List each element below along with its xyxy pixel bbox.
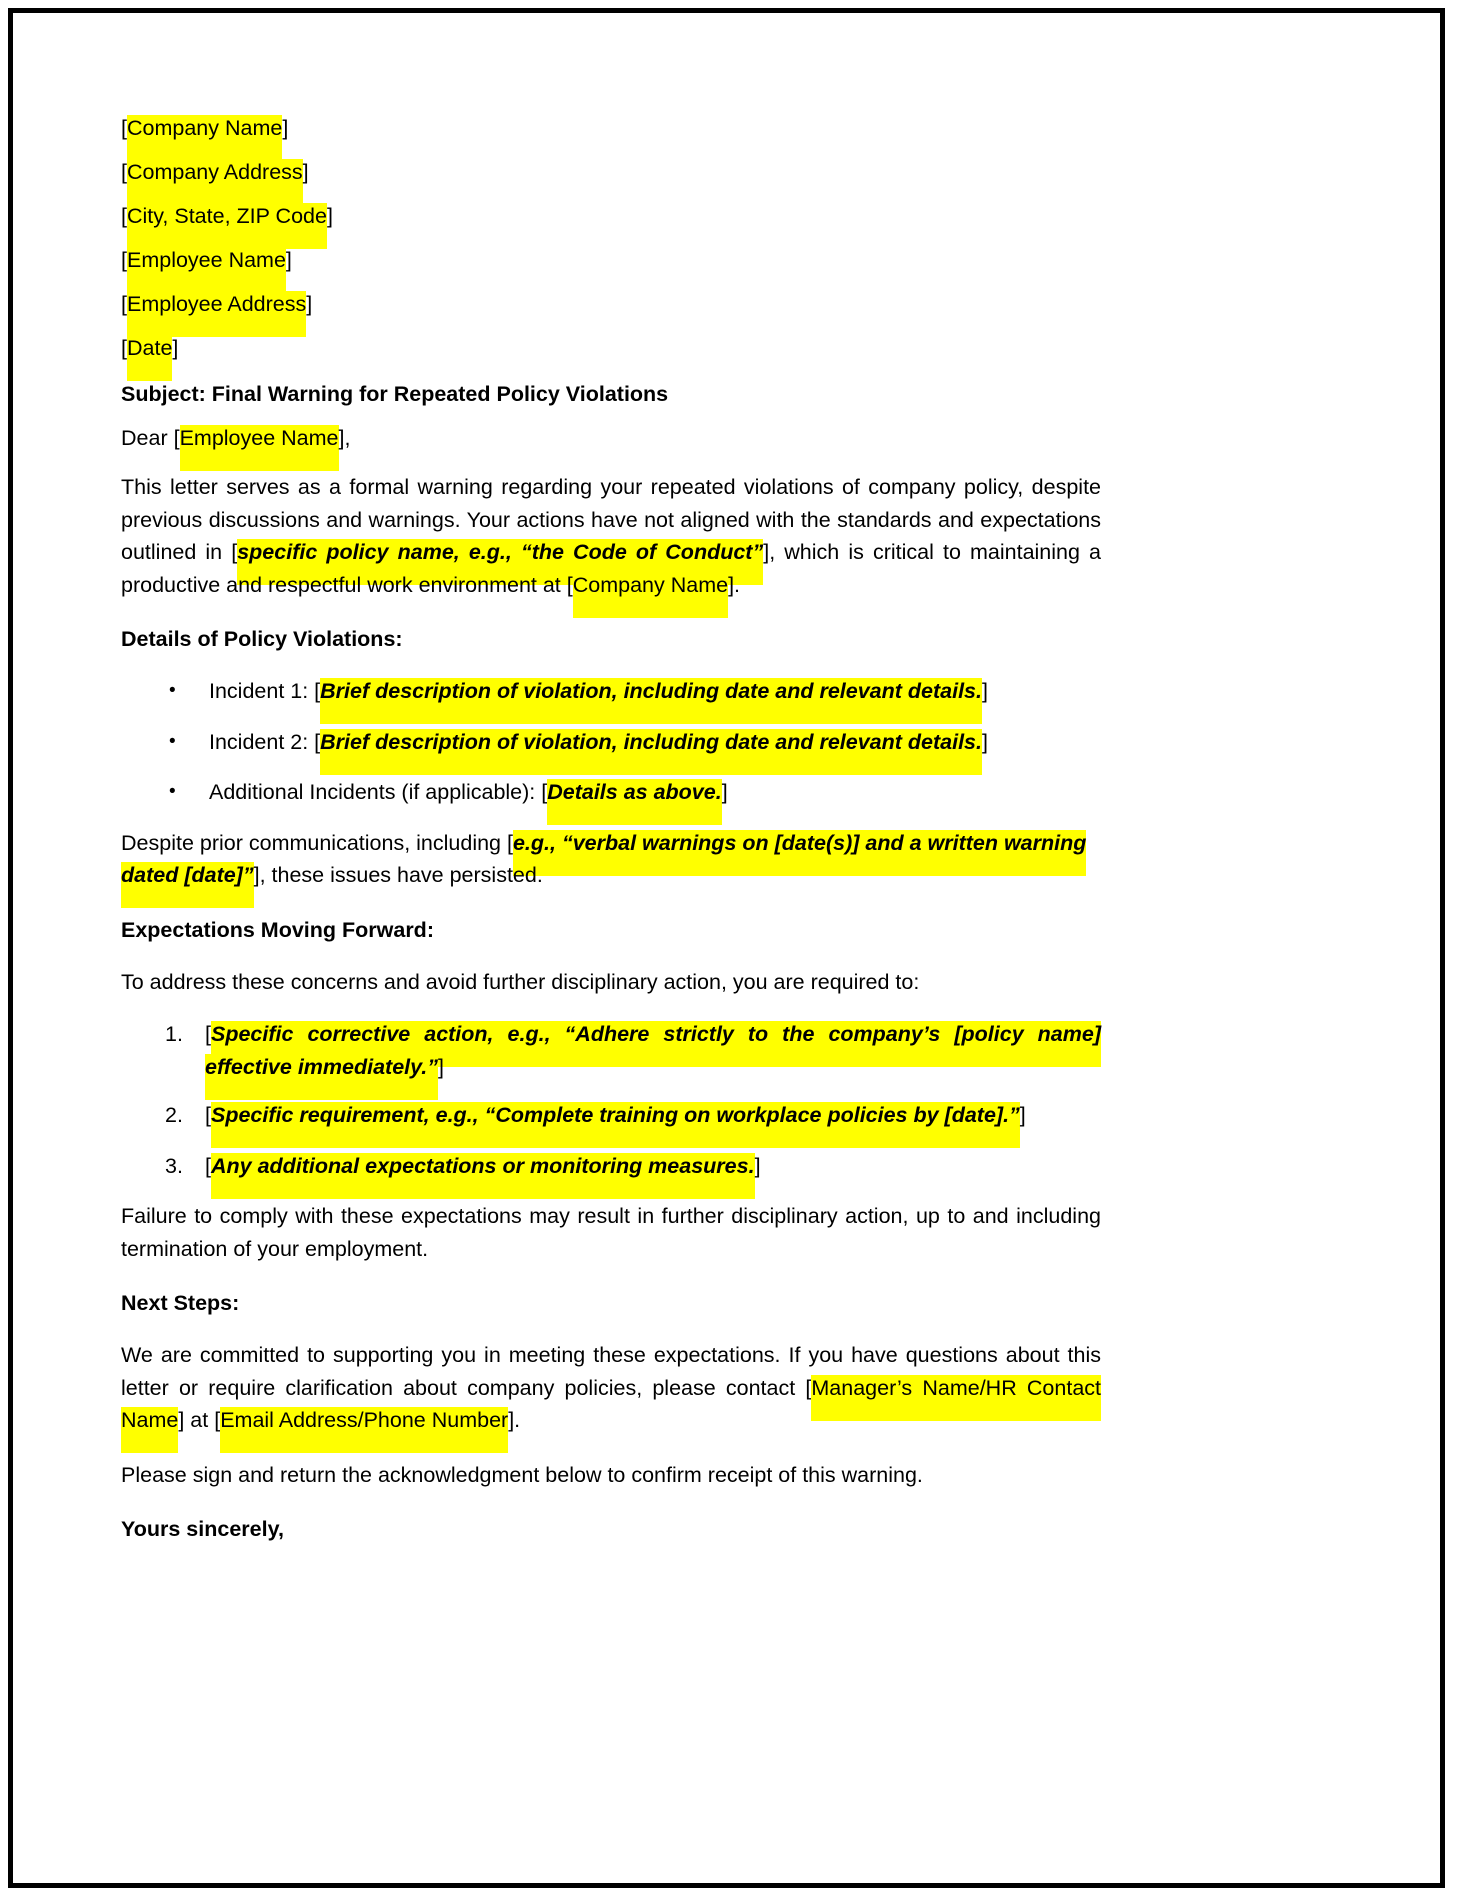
- intro-text-part3: ].: [728, 572, 741, 597]
- violations-list: [121, 675, 1101, 809]
- bracket-close: ]: [1019, 1103, 1026, 1127]
- bracket-close: ]: [326, 204, 333, 228]
- placeholder-incident-2: Brief description of violation, including date and relevant details.: [320, 729, 982, 775]
- salutation: [121, 423, 1101, 471]
- bracket-open: [: [205, 1153, 211, 1178]
- bullet-icon: •: [169, 730, 176, 752]
- list-item: [121, 776, 1101, 809]
- bracket-close: ]: [721, 780, 728, 804]
- failure-paragraph: Failure to comply with these expectations may result in further disciplinary action, up to and including termination of your employment.: [121, 1204, 1101, 1261]
- bracket-close: ]: [285, 248, 292, 272]
- next-steps-heading: [121, 1287, 1101, 1319]
- bracket-close: ]: [172, 336, 179, 360]
- list-number: 3.: [165, 1153, 183, 1178]
- bracket-open: [: [121, 116, 127, 140]
- letterhead-employee-name: [121, 245, 1101, 289]
- placeholder-city-state-zip: City, State, ZIP Code: [127, 203, 327, 249]
- letterhead-employee-address: [121, 289, 1101, 333]
- acknowledgment-paragraph: Please sign and return the acknowledgment below to confirm receipt of this warning.: [121, 1462, 923, 1487]
- violations-heading-colon: :: [395, 627, 403, 651]
- bracket-open: [: [121, 336, 127, 360]
- salutation-prefix: Dear [: [121, 426, 180, 450]
- violations-heading-text: Details of Policy Violations: [121, 627, 396, 651]
- incident-label: Additional Incidents (if applicable): [: [209, 780, 548, 804]
- bracket-open: [: [121, 292, 127, 316]
- letterhead-company-address: [121, 157, 1101, 201]
- intro-text-part1: This letter serves as a formal warning regarding your repeated violations of company policy, despite previous discussions and warnings. Your actions have not aligned with the standards and expectations outlined in [: [121, 475, 1101, 564]
- incident-label: Incident 1: [: [209, 679, 321, 703]
- list-number: 1.: [165, 1022, 183, 1046]
- placeholder-specific-requirement: Specific requirement, e.g., “Complete training on workplace policies by [date].”: [211, 1102, 1020, 1148]
- bracket-close: ]: [982, 729, 988, 754]
- bracket-open: [: [205, 1022, 211, 1046]
- placeholder-additional-incidents: Details as above.: [547, 779, 721, 825]
- placeholder-prior-communications: e.g., “verbal warnings on [date(s)] and a written warning dated [date]”: [121, 830, 1086, 909]
- placeholder-company-address: Company Address: [127, 159, 303, 205]
- placeholder-email-phone: Email Address/Phone Number: [220, 1407, 508, 1453]
- expectations-heading-colon: :: [426, 917, 434, 942]
- letterhead-date: [121, 333, 1101, 377]
- list-item: [121, 726, 1101, 759]
- placeholder-company-name-inline: Company Name: [573, 572, 728, 618]
- placeholder-employee-address: Employee Address: [127, 291, 306, 337]
- expectations-list: [121, 1018, 1101, 1182]
- next-steps-part3: ].: [508, 1408, 521, 1432]
- document-page-border: [8, 8, 1445, 1888]
- expectations-heading: [121, 914, 1101, 946]
- list-item: [121, 1150, 1101, 1183]
- placeholder-specific-policy-name: specific policy name, e.g., “the Code of Conduct”: [237, 539, 763, 585]
- placeholder-date: Date: [127, 335, 172, 381]
- bracket-close: ]: [282, 116, 289, 140]
- placeholder-employee-name: Employee Name: [127, 247, 286, 293]
- placeholder-corrective-action: Specific corrective action, e.g., “Adhere strictly to the company’s [policy name] effective immediately.”: [205, 1021, 1101, 1100]
- placeholder-additional-expectations: Any additional expectations or monitoring measures.: [211, 1153, 755, 1199]
- bracket-open: [: [205, 1103, 211, 1127]
- bracket-close: ]: [306, 292, 313, 316]
- violations-heading: [121, 623, 1101, 655]
- bracket-close: ]: [302, 160, 309, 184]
- intro-text-part2: ], which is critical to maintaining a productive and respectful work environment at [: [121, 540, 1102, 597]
- list-item: [121, 1099, 1101, 1132]
- intro-paragraph: [121, 471, 1101, 601]
- list-item: [121, 1018, 1101, 1083]
- expectations-intro: To address these concerns and avoid further disciplinary action, you are required to:: [121, 969, 920, 994]
- persisted-text-part2: ], these issues have persisted.: [253, 863, 543, 887]
- bracket-open: [: [121, 204, 127, 228]
- list-number: 2.: [165, 1103, 183, 1127]
- next-steps-heading-colon: :: [232, 1291, 240, 1315]
- bracket-open: [: [121, 248, 127, 272]
- bracket-open: [: [121, 160, 127, 184]
- letterhead-company-name: [121, 113, 1101, 157]
- next-steps-part2: ] at [: [178, 1408, 221, 1432]
- next-steps-paragraph: [121, 1339, 1101, 1437]
- bracket-close: ]: [754, 1153, 761, 1178]
- document-content: [121, 113, 1101, 1545]
- persisted-paragraph: [121, 827, 1101, 892]
- bracket-close: ]: [438, 1054, 445, 1079]
- next-steps-heading-text: Next Steps: [121, 1291, 233, 1315]
- salutation-suffix: ],: [338, 426, 351, 450]
- list-item: [121, 675, 1101, 708]
- placeholder-manager-hr-contact: Manager’s Name/HR Contact Name: [121, 1375, 1101, 1454]
- incident-label: Incident 2: [: [209, 729, 321, 754]
- letterhead-city-state-zip: [121, 201, 1101, 245]
- bracket-close: ]: [982, 679, 988, 703]
- bullet-icon: •: [169, 781, 176, 802]
- placeholder-employee-name-salutation: Employee Name: [180, 425, 339, 471]
- subject-line: Subject: Final Warning for Repeated Policy Violations: [121, 382, 669, 406]
- expectations-heading-text: Expectations Moving Forward: [121, 917, 427, 942]
- placeholder-company-name: Company Name: [127, 115, 282, 161]
- next-steps-part1: We are committed to supporting you in meeting these expectations. If you have questions about this letter or require clarification about company policies, please contact [: [121, 1343, 1101, 1400]
- persisted-text-part1: Despite prior communications, including [: [121, 830, 513, 855]
- closing-line: Yours sincerely,: [121, 1517, 284, 1541]
- placeholder-incident-1: Brief description of violation, including date and relevant details.: [320, 678, 982, 724]
- bullet-icon: •: [169, 680, 176, 701]
